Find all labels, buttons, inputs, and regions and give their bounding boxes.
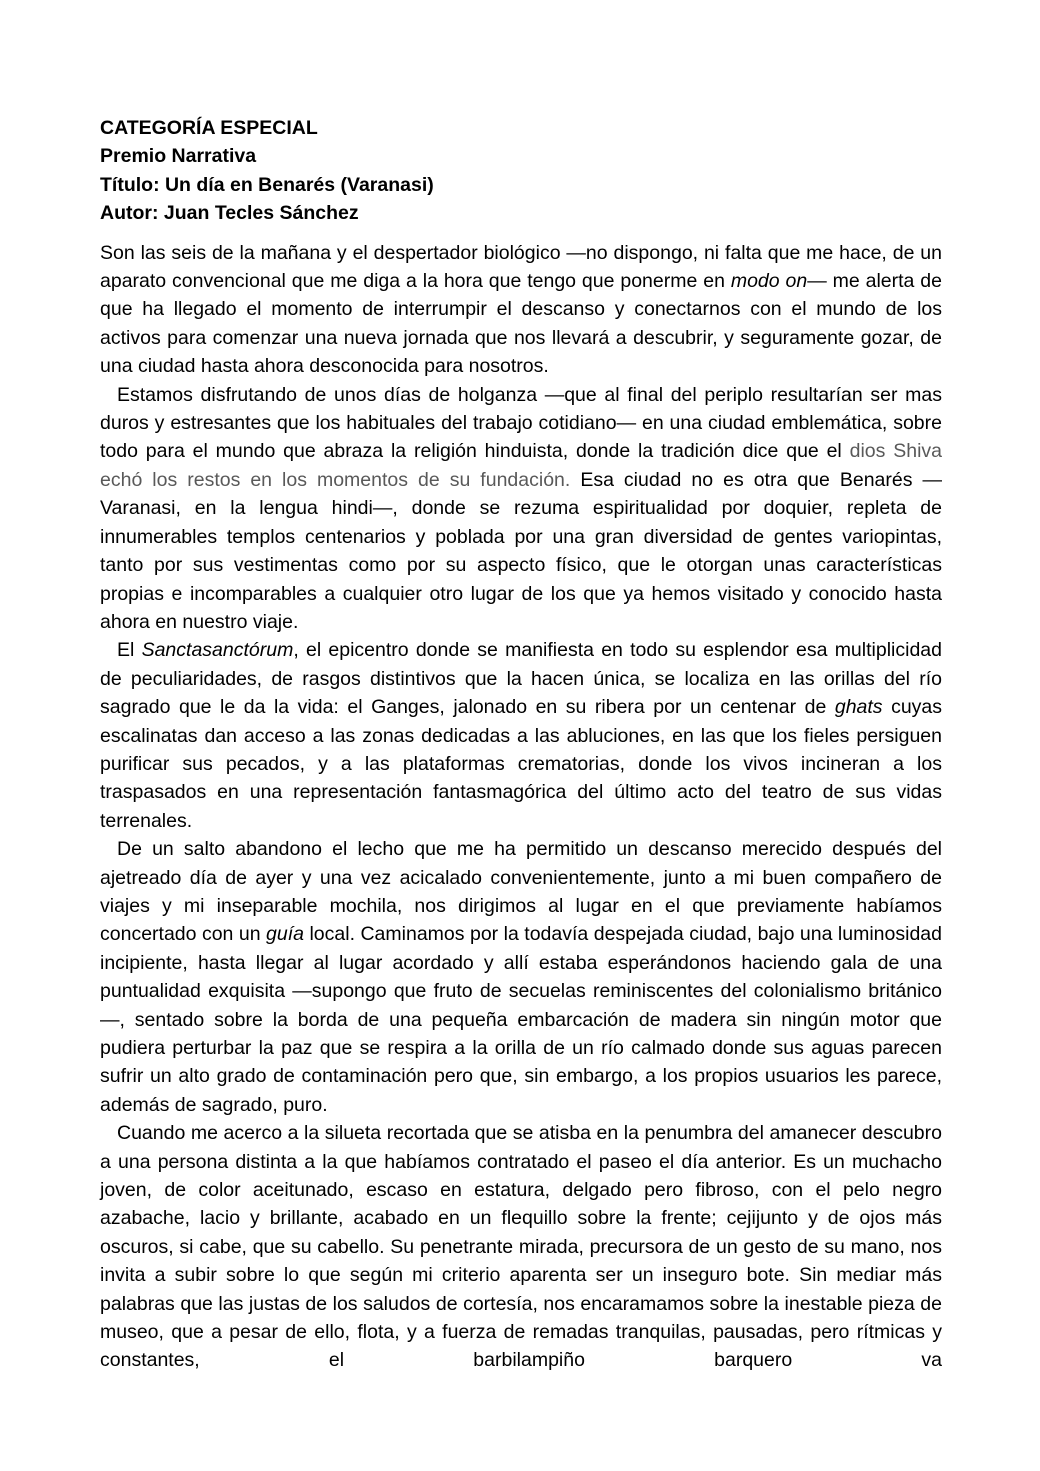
text-segment-normal: — me alerta de que ha llegado el momento de interrumpir el descanso y conectarnos con el mundo de los activos para comenzar una nueva jornada que nos llevará a descubrir, y seguramente gozar, de una ciudad hasta ahora desconocida para nosotros. [100, 270, 942, 378]
category-line: CATEGORÍA ESPECIAL [100, 117, 318, 139]
text-segment-normal: local. Caminamos por la todavía despejada ciudad, bajo una luminosidad incipiente, hasta llegar al lugar acordado y allí estaba esperándonos haciendo gala de una puntualidad exquisita —supongo que fruto de secuelas reminiscentes del colonialismo británico—, sentado sobre la borda de una pequeña embarcación de madera sin ningún motor que pudiera perturbar la paz que se respira a la orilla de un río calmado donde sus aguas parecen sufrir un alto grado de contaminación pero que, sin embargo, a los propios usuarios les parece, además de sagrado, puro. [100, 923, 942, 1116]
text-segment-normal: Son las seis de la mañana y el despertador biológico —no dispongo, ni falta que me hace, de un aparato convencional que me diga a la hora que tengo que ponerme en [100, 241, 942, 293]
paragraph-4 [100, 835, 942, 1119]
text-segment-italic: Sanctasanctórum [141, 639, 294, 662]
text-segment-normal: cuyas escalinatas dan acceso a las zonas dedicadas a las abluciones, en las que los fieles persiguen purificar sus pecados, y a las plataformas crematorias, donde los vivos incineran a los traspasados en una representación fantasmagórica del último acto del teatro de sus vidas terrenales. [100, 696, 943, 832]
text-segment-normal: Esa ciudad no es otra que Benarés —Varanasi, en la lengua hindi—, donde se rezuma espiritualidad por doquier, repleta de innumerables templos centenarios y poblada por una gran diversidad de gentes variopintas, tanto por sus vestimentas como por su aspecto físico, que le otorgan unas características propias e incomparables a cualquier otro lugar de los que ya hemos visitado y conocido hasta ahora en nuestro viaje. [100, 468, 942, 633]
text-segment-italic: ghats [834, 696, 883, 719]
text-segment-italic: guía [266, 923, 304, 946]
title-block [100, 114, 942, 228]
body-text [100, 239, 942, 1375]
text-segment-normal: El [117, 639, 142, 662]
text-segment-gray: dios Shiva echó los restos en los momentos de su fundación. [100, 440, 942, 491]
prize-line: Premio Narrativa [100, 145, 257, 168]
paragraph-5 [100, 1119, 942, 1375]
text-segment-normal: Estamos disfrutando de unos días de holganza —que al final del periplo resultarían ser mas duros y estresantes que los habituales del trabajo cotidiano— en una ciudad emblemática, sobre todo para el mundo que abraza la religión hinduista, donde la tradición dice que el [100, 383, 942, 463]
paragraph-1 [100, 239, 942, 381]
text-segment-normal: , el epicentro donde se manifiesta en todo su esplendor esa multiplicidad de peculiaridades, de rasgos distintivos que la hacen única, se localiza en las orillas del río sagrado que le da la vida: el Ganges, jalonado en su ribera por un centenar de [100, 639, 942, 719]
text-segment-normal: Cuando me acerco a la silueta recortada que se atisba en la penumbra del amanecer descubro a una persona distinta a la que habíamos contratado el paseo el día anterior. Es un muchacho joven, de color aceitunado, escaso en estatura, delgado pero fibroso, con el pelo negro azabache, lacio y brillante, acabado en un flequillo sobre la frente; cejijunto y de ojos más oscuros, si cabe, que su cabello. Su penetrante mirada, precursora de un gesto de su mano, nos invita a subir sobre lo que según mi criterio aparenta ser un inseguro bote. Sin mediar más palabras que las justas de los saludos de cortesía, nos encaramamos sobre la inestable pieza de museo, que a pesar de ello, flota, y a fuerza de remadas tranquilas, pausadas, pero rítmicas y constantes, el barbilampiño barquero va [100, 1122, 942, 1372]
author-line: Autor: Juan Tecles Sánchez [100, 202, 359, 225]
paragraph-2 [100, 381, 942, 637]
title-line: Título: Un día en Benarés (Varanasi) [100, 173, 434, 196]
text-segment-normal: De un salto abandono el lecho que me ha permitido un descanso merecido después del ajetreado día de ayer y una vez acicalado convenientemente, junto a mi buen compañero de viajes y mi inseparable mochila, nos dirigimos al lugar en el que previamente habíamos concertado con un [100, 838, 942, 946]
text-segment-italic: modo on [730, 270, 808, 293]
paragraph-3 [100, 636, 942, 835]
